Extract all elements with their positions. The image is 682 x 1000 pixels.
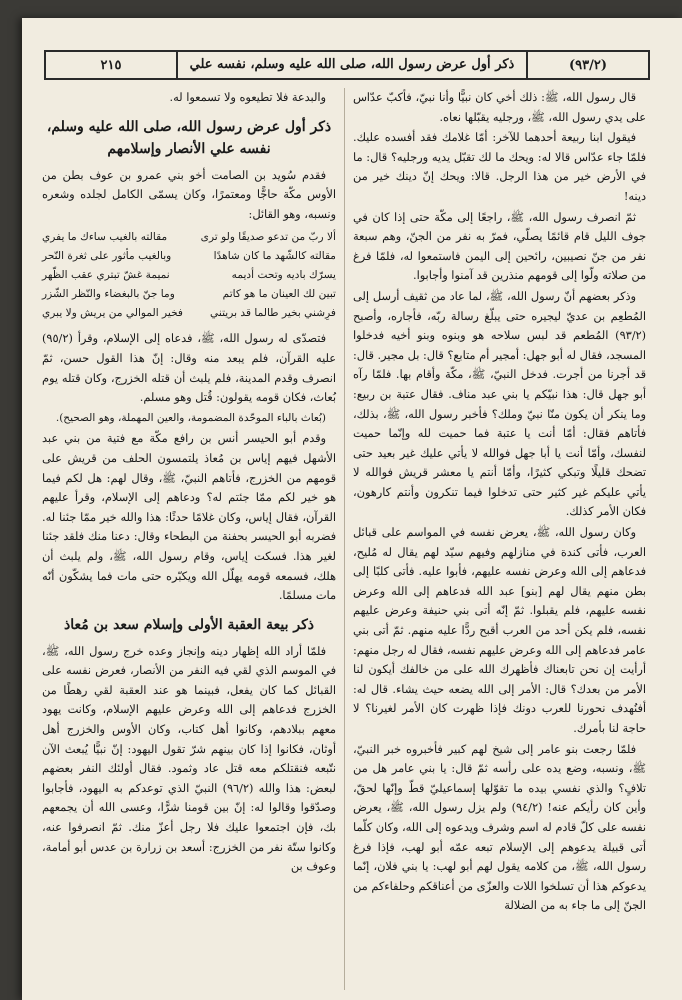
section-heading: ذكر بيعة العقبة الأولى وإسلام سعد بن مُعاذ <box>64 616 314 633</box>
hemistich: وبالغيب مأثور على ثغرة النّحر <box>42 250 172 263</box>
poem-verse <box>42 266 336 285</box>
paragraph: فيقول ابنا ربيعة أحدهما للآخر: أمّا غلامك فقد أفسده عليك. فلمّا جاء عدّاس قالا له: ويحك ما لك تقبّل يديه ورجليه؟ قال: ما في الأرض خير من هذا الرجل. قالا: ويحك إنّ دينك خير من دينه! <box>353 131 646 203</box>
hemistich: وما جنّ بالبغضاء والنّظر الشّزر <box>42 288 175 301</box>
paragraph: والبدعة فلا تطيعوه ولا تسمعوا له. <box>169 91 326 104</box>
poem <box>42 228 336 323</box>
volume-reference: (٩٣/٢) <box>568 57 607 73</box>
poem-verse <box>42 304 336 323</box>
running-title: ذكر أول عرض رسول الله، صلى الله عليه وسلم، نفسه علي <box>176 52 528 78</box>
paragraph: فلمّا أراد الله إظهار دينه وإنجاز وعده خرج رسول الله، ﷺ، في الموسم الذي لقي فيه النفر من الأنصار، فعرض نفسه على القبائل كما كان يفعل، فبينما هو عند العقبة لقي رهطًا من الخزرج فدعاهم إلى الله وعرض عليهم الإسلام، وكانت يهود معهم ببلادهم، وكانوا أهل كتاب، وكان الأوس والخزرج أهل أوثان، فكانوا إذا كان بينهم شرّ تقول اليهود: إنّ نبيًّا يُبعث الآن نتّبعه فنقتلكم معه قتل عاد وثمود. فقال أولئك النفر بعضهم لبعض: هذا والله (٩٦/٢) النبيّ الذي توعدكم به اليهود، فأجابوا وصدّقوا وقالوا له: إنّ بين قومنا شرًّا، وعسى الله أن يجمعهم بك، فإن اجتمعوا عليك فلا رجل أعزّ منك. ثمّ انصرفوا عنه، وكانوا ستّة نفر من الخزرج: أسعد بن زرارة بن عدس أبو أمامة، وعوف بن <box>42 644 336 874</box>
text-columns <box>34 88 654 990</box>
paragraph: قال رسول الله، ﷺ: ذلك أخي كان نبيًّا وأنا نبيّ، فأكبّ عدّاس على يدي رسول الله، ﷺ، ورجليه يقبّلها نعاه. <box>353 91 646 124</box>
hemistich: يسرّك باديه وتحت أديمه <box>231 269 336 282</box>
page-number: ٢١٥ <box>100 57 122 73</box>
hemistich: مقالته كالشّهد ما كان شاهدًا <box>213 250 336 263</box>
paragraph: ثمّ انصرف رسول الله، ﷺ، راجعًا إلى مكّة حتى إذا كان في جوف الليل قام قائمًا يصلّي، فمرّ به نفر من الجنّ، وهم سبعة نفر من جنّ نصيبين، رائحين إلى اليمن فاستمعوا له، فلمّا فرغ من صلاته ولّوا إلى قومهم منذرين قد آمنوا وأجابوا. <box>353 210 646 283</box>
hemistich: فرِشني بخير طالما قد بريتني <box>210 307 336 320</box>
poem-verse <box>42 228 336 247</box>
book-page <box>22 18 682 1000</box>
poem-verse <box>42 247 336 266</box>
paragraph: وقدم أبو الحيسر أنس بن رافع مكّة مع فتية من بني عبد الأشهل فيهم إياس بن مُعاذ يلتمسون الحلف من قريش على قومهم من الخزرج، فأتاهم النبيّ، ﷺ، وقال لهم: هل لكم فيما هو خير لكم ممّا جئتم له؟ ودعاهم إلى الإسلام، وقرأ عليهم القرآن، فقال إياس، وكان غلامًا حدثًا: هذا والله خير ممّا جئنا له. فضربه أبو الحيسر بحفنة من البطحاء وقال: دعنا منك فلقد جئنا لغير هذا. فسكت إياس، وقام رسول الله، ﷺ، ولم يلبث أن هلك، فسمعه قومه يهلّل الله ويكبّره حتى مات فما يشكّون أنّه مات مسلمًا. <box>42 432 336 603</box>
paragraph: فقدم سُويد بن الصامت أخو بني عمرو بن عوف بطن من الأوس مكّة حاجًّا ومعتمرًا، وكان يسمّى الكامل لجلده وشعره ونسبه، وهو القائل: <box>42 168 336 221</box>
section-heading: ذكر أول عرض رسول الله، صلى الله عليه وسلم، نفسه علي الأنصار وإسلامهم <box>46 118 332 157</box>
left-column <box>34 88 344 990</box>
page-header <box>44 50 650 80</box>
paragraph: فلمّا رجعت بنو عامر إلى شيخ لهم كبير فأخبروه خبر النبيّ، ﷺ، ونسبه، وضع يده على رأسه ثمّ قال: يا بني عامر هل من تلافٍ؟ والذي نفسي بيده ما تقوّلها إسماعيليّ قطّ وإنّها لحقّ، وأين كان رأيكم عنه! (٩٤/٢) ولم يزل رسول الله، ﷺ، يعرض نفسه على كلّ قادم له اسم وشرف ويدعوه إلى الله، وكان كلّما أتى قبيلة يدعوهم إلى الإسلام تبعه عمّه أبو لهب، فإذا فرغ رسول الله، ﷺ، من كلامه يقول لهم أبو لهب: يا بني فلان، إنّما يدعوكم هذا أن تسلخوا اللات والعزّى من أعناقكم وحلفاءكم من الجنّ إلى ما جاء به من الضلالة <box>353 742 646 913</box>
hemistich: مقالته بالغيب ساءك ما يفري <box>42 231 168 244</box>
paragraph: وكان رسول الله، ﷺ، يعرض نفسه في المواسم على قبائل العرب، فأتى كندة في منازلهم وفيهم سيّد لهم يقال له مُليح، فدعاهم إلى الله وعرض نفسه عليهم، فأبوا عليه. فأتى كلبًا إلى بطن منهم يقال لهم [بنو] عبد الله فدعاهم إلى الله وعرض نفسه عليهم، فلم يقبلوا. ثمّ إنّه أتى بني حنيفة وعرض عليهم نفسه، فلم يكن أحد من العرب أقبح ردًّا عليه منهم. ثمّ أتى بني عامر فدعاهم إلى الله وعرض عليهم نفسه، فقال له رجل منهم: أرأيت إن نحن تابعناك فأظهرك الله على من خالفك أيكون لنا الأمر من بعدك؟ قال: الأمر إلى الله يضعه حيث يشاء. قال له: أفنُهدف نحورنا للعرب دونك فإذا ظهرت كان الأمر لغيرنا؟ لا حاجة لنا بأمرك. <box>353 526 646 735</box>
right-column <box>344 88 654 990</box>
paragraph: وذكر بعضهم أنّ رسول الله، ﷺ، لما عاد من ثقيف أرسل إلى المُطعِم بن عديّ ليجيره حتى يبلّغ رسالة ربّه، فأجاره، وأصبح (٩٣/٢) المُطعم قد لبس سلاحه هو وبنوه وبنو أخيه فدخلوا المسجد، فقال له أبو جهل: أمجير أم متابع؟ قال: بل مجير. قال: قد أجرنا من أجرت. فدخل النبيّ، ﷺ، مكّة وأقام بها. فلمّا رآه أبو جهل قال: هذا نبيّكم يا بني عبد مناف. فقال عتبة بن ربيع: وما ينكر أن يكون منّا نبيّ وملك؟ فأخبر رسول الله، ﷺ، بذلك، فأتاهم فقال: أمّا أنت يا عتبة فما حميت لله وإنّما حميت لنفسك، وأمّا أنت يا أبا جهل فوالله لا يأتي عليك غير بعيد حتى تضحك قليلًا وتبكي كثيرًا، وأمّا أنتم يا معشر قريش فوالله لا يأتي عليكم غير كثير حتى تدخلوا فيما تنكرون وأنتم كارهون، فكان الأمر كذلك. <box>353 289 646 519</box>
hemistich: تبين لك العينان ما هو كاتم <box>222 288 336 301</box>
hemistich: ألا ربّ من تدعو صديقًا ولو ترى <box>200 231 336 244</box>
hemistich: فخير الموالي من يريش ولا يبري <box>42 307 183 320</box>
poem-verse <box>42 285 336 304</box>
paragraph: فتصدّى له رسول الله، ﷺ، فدعاه إلى الإسلام، وقرأ (٩٥/٢) عليه القرآن، فلم يبعد منه وقال: إنّ هذا القول حسن، ثمّ انصرف وقدم المدينة، فلم يلبث أن قتله الخزرج، وكان قتله يوم بُعاث، فكان قومه يقولون: قُتل وهو مسلم. <box>42 332 336 405</box>
hemistich: نميمة غشّ تبتري عقب الظّهر <box>42 269 170 282</box>
footnote: (بُعاث بالباء الموحّدة المضمومة، والعين المهملة، وهو الصحيح). <box>55 411 326 424</box>
